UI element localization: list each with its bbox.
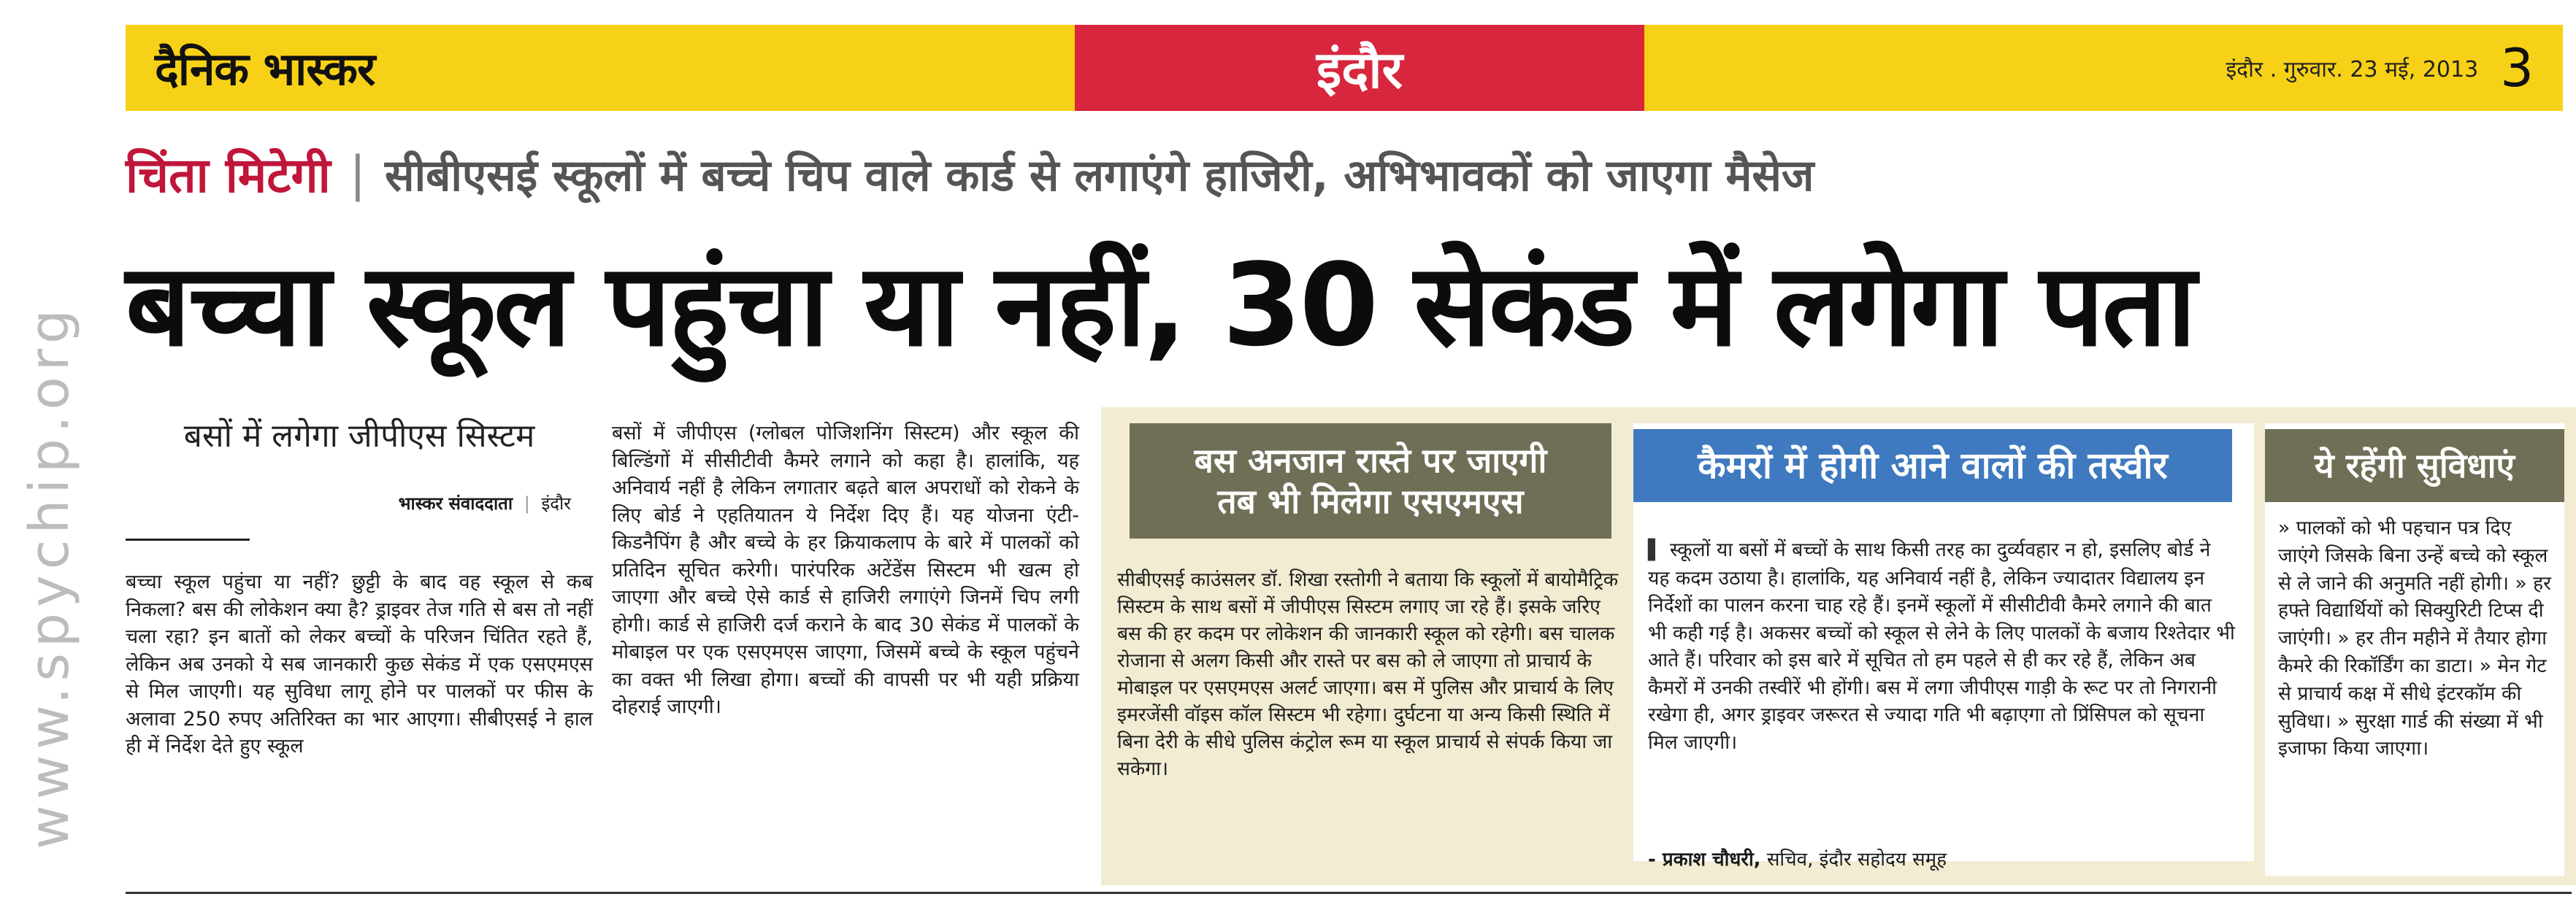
byline-name: भास्कर संवाददाता — [398, 493, 513, 514]
sidebar-panel — [1101, 407, 2576, 885]
watermark-text: www.spychip.org — [18, 304, 82, 849]
camera-body-text: स्कूलों या बसों में बच्चों के साथ किसी तरह का दुर्व्यवहार न हो, इसलिए बोर्ड ने यह कदम उठाया है। हालांकि, यह अनिवार्य नहीं है, लेकिन ज्यादातर विद्यालय इन निर्देशों का पालन करना चाह रहे हैं। इनमें स्कूलों में सीसीटीवी कैमरे लगाने की बात भी कही गई है। अकसर बच्चों को स्कूल से लेने के लिए पालकों के बजाय रिश्तेदार भी आते हैं। परिवार को इस बारे में सूचित तो हम पहले से ही कर रहे हैं, लेकिन अब कैमरों में उनकी तस्वीरें भी होंगी। बस में लगा जीपीएस गाड़ी के रूट पर तो निगरानी रखेगा ही, अगर ड्राइवर जरूरत से ज्यादा गति भी बढ़ाएगा तो प्रिंसिपल को सूचना मिल जाएगी। — [1648, 539, 2235, 754]
byline-city: इंदौर — [541, 493, 571, 514]
sms-title-line-2: तब भी मिलेगा एसएमएस — [1217, 482, 1524, 521]
sms-box-title — [1130, 423, 1611, 539]
article-column-2 — [612, 420, 1079, 721]
signature-name: - प्रकाश चौधरी, — [1648, 849, 1761, 871]
watermark — [18, 277, 82, 876]
column-subhead: बसों में लगेगा जीपीएस सिस्टम — [183, 417, 535, 455]
facilities-box-title: ये रहेंगी सुविधाएं — [2265, 429, 2564, 502]
date-text: इंदौर . गुरुवार. 23 मई, 2013 — [2226, 56, 2479, 82]
byline — [126, 491, 593, 515]
article-body-2: बसों में जीपीएस (ग्लोबल पोजिशनिंग सिस्टम) और स्कूल की बिल्डिंगों में सीसीटीवी कैमरे लगाने को कहा है। हालांकि, यह अनिवार्य नहीं है लेकिन लगातार बढ़ते बाल अपराधों को रोकने के लिए बोर्ड ने एहतियातन ये निर्देश दिए हैं। यह योजना एंटी-किडनैपिंग है और बच्चे के हर क्रियाकलाप के बारे में पालकों को प्रतिदिन सूचित करेगी। पारंपरिक अटेंडेंस सिस्टम भी खत्म हो जाएगा और बच्चे ऐसे कार्ड से हाजिरी लगाएंगे जिनमें चिप लगी होगी। कार्ड से हाजिरी दर्ज कराने के बाद 30 सेकंड में पालकों के मोबाइल पर एक एसएमएस जाएगा, जिसमें बच्चे के स्कूल पहुंचने का वक्त भी लिखा होगा। बच्चों की वापसी पर भी यही प्रक्रिया दोहराई जाएगी। — [612, 422, 1079, 718]
page-number: 3 — [2500, 37, 2534, 99]
quote-mark-icon: ▌ — [1648, 539, 1663, 561]
signature — [1648, 845, 1947, 871]
masthead — [126, 25, 2563, 111]
facilities-box-body: » पालकों को भी पहचान पत्र दिए जाएंगे जिसके बिना उन्हें बच्चे को स्कूल से ले जाने की अनुमति नहीं होगी। » हर हफ्ते विद्यार्थियों को सिक्युरिटी टिप्स दी जाएंगी। » हर तीन महीने में तैयार होगा कैमरे की रिकॉर्डिंग का डाटा। » मेन गेट से प्राचार्य कक्ष में सीधे इंटरकॉम की सुविधा। » सुरक्षा गार्ड की संख्या में भी इजाफा किया जाएगा। — [2278, 517, 2552, 760]
signature-role: सचिव, इंदौर सहोदय समूह — [1766, 849, 1947, 871]
byline-separator: | — [524, 493, 530, 514]
camera-box-body — [1648, 536, 2236, 756]
dateline — [1644, 37, 2563, 99]
sms-box — [1117, 423, 1625, 782]
kicker-separator: | — [349, 145, 367, 202]
sms-box-body: सीबीएसई काउंसलर डॉ. शिखा रस्तोगी ने बताया कि स्कूलों में बायोमैट्रिक सिस्टम के साथ बसों में जीपीएस सिस्टम लगाए जा रहे हैं। इसके जरिए बस की हर कदम पर लोकेशन की जानकारी स्कूल को रहेगी। बस चालक रोजाना से अलग किसी और रास्ते पर बस को ले जाएगा तो प्राचार्य के मोबाइल पर एसएमएस अलर्ट जाएगा। बस में पुलिस और प्राचार्य के लिए इमरजेंसी वॉइस कॉल सिस्टम भी रहेगा। दुर्घटना या अन्य किसी स्थिति में बिना देरी के सीधे पुलिस कंट्रोल रूम या स्कूल प्राचार्य से संपर्क किया जा सकेगा। — [1117, 568, 1619, 780]
camera-box-title: कैमरों में होगी आने वालों की तस्वीर — [1633, 429, 2232, 502]
newspaper-logo: दैनिक भास्कर — [155, 42, 375, 96]
sms-title-line-1: बस अनजान रास्ते पर जाएगी — [1194, 440, 1547, 480]
article-body-1: बच्चा स्कूल पहुंचा या नहीं? छुट्टी के बाद वह स्कूल से कब निकला? बस की लोकेशन क्या है? ड्राइवर तेज गति से बस तो नहीं चला रहा? इन बातों को लेकर बच्चों के परिजन चिंतित रहते हैं, लेकिन अब उनको ये सब जानकारी कुछ सेकंड में एक एसएमएस से मिल जाएगी। यह सुविधा लागू होने पर पालकों पर फीस के अलावा 250 रुपए अतिरिक्त का भार आएगा। सीबीएसई ने हाल ही में निर्देश देते हुए स्कूल — [126, 571, 593, 758]
article-column-1 — [126, 412, 593, 760]
bottom-rule — [126, 892, 2572, 894]
column-rule — [126, 539, 250, 541]
kicker-label: चिंता मिटेगी — [126, 147, 331, 204]
kicker-text: सीबीएसई स्कूलों में बच्चे चिप वाले कार्ड से लगाएंगे हाजिरी, अभिभावकों को जाएगा मैसेज — [385, 150, 1814, 201]
city-section-label: इंदौर — [1075, 25, 1644, 111]
main-headline: बच्चा स्कूल पहुंचा या नहीं, 30 सेकंड में लगेगा पता — [126, 239, 2195, 371]
kicker — [126, 137, 2535, 210]
